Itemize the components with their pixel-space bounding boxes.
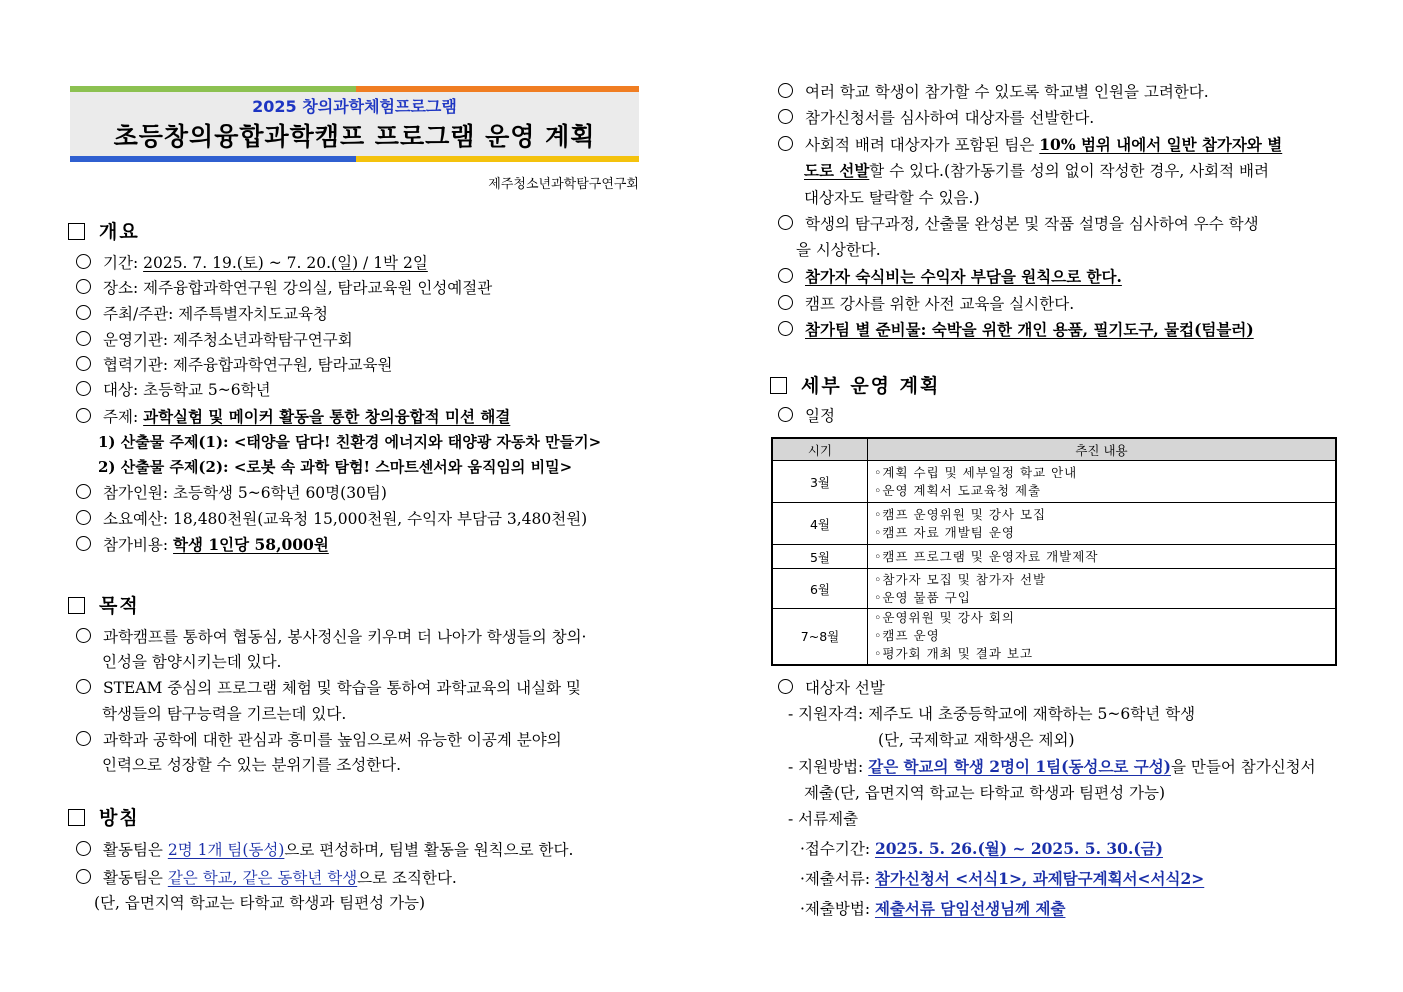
circle-bullet-icon	[778, 407, 793, 422]
submission-method: ·제출방법: 제출서류 담임선생님께 제출	[800, 899, 1066, 918]
circle-bullet-icon	[76, 279, 91, 294]
overview-operator: 운영기관: 제주청소년과학탐구연구회	[76, 330, 353, 350]
selection-method: - 지원방법: 같은 학교의 학생 2명이 1팀(동성으로 구성)을 만들어 참가신청서	[788, 757, 1316, 776]
policy-item-1: 활동팀은 2명 1개 팀(동성)으로 편성하며, 팀별 활동을 원칙으로 한다.	[76, 840, 573, 860]
table-month-cell: 7~8월	[772, 609, 868, 665]
table-content-cell: ◦캠프 운영위원 및 강사 모집 ◦캠프 자료 개발팀 운영	[868, 503, 1337, 545]
table-header-cell: 추진 내용	[868, 438, 1337, 461]
overview-participants: 참가인원: 초등학생 5~6학년 60명(30팀)	[76, 483, 387, 503]
circle-bullet-icon	[778, 215, 793, 230]
circle-bullet-icon	[76, 331, 91, 346]
right-item-5: 참가자 숙식비는 수익자 부담을 원칙으로 한다.	[778, 267, 1122, 287]
circle-bullet-icon	[76, 510, 91, 525]
circle-bullet-icon	[778, 295, 793, 310]
selection-method-cont: 제출(단, 읍면지역 학교는 타학교 학생과 팀편성 가능)	[804, 784, 1166, 802]
circle-bullet-icon	[76, 305, 91, 320]
checkbox-square-icon	[770, 377, 787, 394]
right-item-4-cont: 을 시상한다.	[796, 241, 881, 259]
overview-partner: 협력기관: 제주융합과학연구원, 탐라교육원	[76, 355, 393, 375]
schedule-label: 일정	[778, 406, 835, 426]
circle-bullet-icon	[76, 408, 91, 423]
section-detail-heading: 세부 운영 계획	[770, 374, 940, 398]
circle-bullet-icon	[76, 731, 91, 746]
circle-bullet-icon	[778, 83, 793, 98]
checkbox-square-icon	[68, 809, 85, 826]
purpose-item-2-cont: 학생들의 탐구능력을 기르는데 있다.	[102, 705, 347, 723]
circle-bullet-icon	[76, 254, 91, 269]
selection-label: 대상자 선발	[778, 678, 885, 698]
circle-bullet-icon	[778, 109, 793, 124]
policy-item-2-note: (단, 읍면지역 학교는 타학교 학생과 팀편성 가능)	[94, 894, 426, 912]
overview-host: 주최/주관: 제주특별자치도교육청	[76, 304, 328, 324]
right-item-6: 캠프 강사를 위한 사전 교육을 실시한다.	[778, 294, 1074, 314]
table-header-cell: 시기	[772, 438, 868, 461]
table-month-cell: 4월	[772, 503, 868, 545]
organization-name: 제주청소년과학탐구연구회	[488, 177, 639, 192]
table-month-cell: 3월	[772, 461, 868, 503]
overview-place: 장소: 제주융합과학연구원 강의실, 탐라교육원 인성예절관	[76, 278, 492, 298]
purpose-item-1: 과학캠프를 통하여 협동심, 봉사정신을 키우며 더 나아가 학생들의 창의·	[76, 627, 587, 647]
selection-qualification: - 지원자격: 제주도 내 초중등학교에 재학하는 5~6학년 학생	[788, 705, 1196, 723]
banner-bottom-bar-blue	[70, 156, 356, 162]
table-row	[772, 545, 1336, 569]
section-overview-heading: 개요	[68, 220, 140, 244]
selection-docs: - 서류제출	[788, 810, 859, 828]
overview-budget: 소요예산: 18,480천원(교육청 15,000천원, 수익자 부담금 3,480천원)	[76, 509, 587, 529]
right-item-7: 참가팀 별 준비물: 숙박을 위한 개인 용품, 필기도구, 물컵(텀블러)	[778, 320, 1254, 340]
circle-bullet-icon	[778, 321, 793, 336]
page-title: 초등창의융합과학캠프 프로그램 운영 계획	[113, 122, 596, 151]
table-row	[772, 461, 1336, 503]
policy-item-2: 활동팀은 같은 학교, 같은 동학년 학생으로 조직한다.	[76, 868, 457, 888]
circle-bullet-icon	[76, 356, 91, 371]
overview-target: 대상: 초등학교 5~6학년	[76, 380, 271, 400]
overview-period: 기간: 2025. 7. 19.(토) ~ 7. 20.(일) / 1박 2일	[76, 253, 428, 273]
circle-bullet-icon	[76, 628, 91, 643]
table-row	[772, 609, 1336, 665]
overview-theme: 주제: 과학실험 및 메이커 활동을 통한 창의융합적 미션 해결	[76, 407, 510, 427]
banner-subtitle: 2025 창의과학체험프로그램	[252, 97, 457, 116]
submission-documents: ·제출서류: 참가신청서 <서식1>, 과제탐구계획서<서식2>	[800, 869, 1205, 888]
circle-bullet-icon	[76, 381, 91, 396]
overview-output-2: 2) 산출물 주제(2): <로봇 속 과학 탐험! 스마트센서와 움직임의 비밀>	[98, 458, 573, 476]
circle-bullet-icon	[76, 841, 91, 856]
checkbox-square-icon	[68, 597, 85, 614]
table-month-cell: 6월	[772, 569, 868, 609]
circle-bullet-icon	[76, 536, 91, 551]
table-row	[772, 569, 1336, 609]
circle-bullet-icon	[778, 679, 793, 694]
table-month-cell: 5월	[772, 545, 868, 569]
right-item-2: 참가신청서를 심사하여 대상자를 선발한다.	[778, 108, 1094, 128]
right-item-1: 여러 학교 학생이 참가할 수 있도록 학교별 인원을 고려한다.	[778, 82, 1209, 102]
section-policy-heading: 방침	[68, 806, 140, 830]
table-content-cell: ◦계획 수립 및 세부일정 학교 안내 ◦운영 계획서 도교육청 제출	[868, 461, 1337, 503]
purpose-item-2: STEAM 중심의 프로그램 체험 및 학습을 통하여 과학교육의 내실화 및	[76, 678, 581, 698]
purpose-item-3-cont: 인력으로 성장할 수 있는 분위기를 조성한다.	[102, 756, 402, 774]
section-purpose-heading: 목적	[68, 594, 140, 618]
overview-output-1: 1) 산출물 주제(1): <태양을 담다! 친환경 에너지와 태양광 자동차 만들기>	[98, 433, 602, 451]
submission-period: ·접수기간: 2025. 5. 26.(월) ~ 2025. 5. 30.(금)	[800, 839, 1163, 858]
table-header-row	[772, 438, 1336, 461]
table-row	[772, 503, 1336, 545]
checkbox-square-icon	[68, 223, 85, 240]
circle-bullet-icon	[778, 136, 793, 151]
circle-bullet-icon	[76, 679, 91, 694]
right-item-3: 사회적 배려 대상자가 포함된 팀은 10% 범위 내에서 일반 참가자와 별	[778, 135, 1282, 155]
schedule-table	[771, 437, 1337, 666]
right-item-4: 학생의 탐구과정, 산출물 완성본 및 작품 설명을 심사하여 우수 학생	[778, 214, 1259, 234]
banner-bottom-bar-yellow	[356, 156, 639, 162]
circle-bullet-icon	[778, 268, 793, 283]
circle-bullet-icon	[76, 484, 91, 499]
selection-qualification-note: (단, 국제학교 재학생은 제외)	[878, 731, 1075, 749]
overview-fee: 참가비용: 학생 1인당 58,000원	[76, 535, 329, 555]
circle-bullet-icon	[76, 869, 91, 884]
purpose-item-1-cont: 인성을 함양시키는데 있다.	[102, 653, 282, 671]
right-item-3-cont: 도로 선발할 수 있다.(참가동기를 성의 없이 작성한 경우, 사회적 배려	[804, 161, 1269, 180]
right-item-3-cont2: 대상자도 탈락할 수 있음.)	[804, 189, 980, 207]
table-content-cell: ◦캠프 프로그램 및 운영자료 개발제작	[868, 545, 1337, 569]
table-content-cell: ◦참가자 모집 및 참가자 선발 ◦운영 물품 구입	[868, 569, 1337, 609]
purpose-item-3: 과학과 공학에 대한 관심과 흥미를 높임으로써 유능한 이공계 분야의	[76, 730, 562, 750]
table-content-cell: ◦운영위원 및 강사 회의 ◦캠프 운영 ◦평가회 개최 및 결과 보고	[868, 609, 1337, 665]
